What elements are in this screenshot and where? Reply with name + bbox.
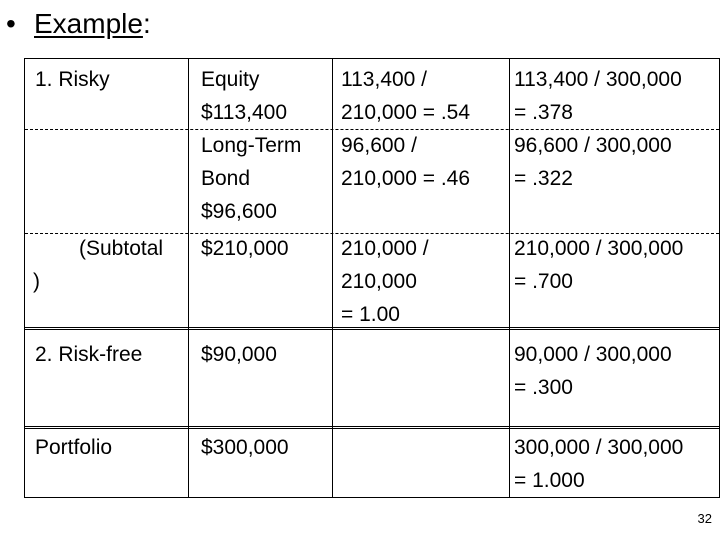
cell-line: Equity <box>201 68 260 91</box>
row-label-risky: 1. Risky <box>35 68 110 91</box>
cell-line: Long-Term <box>201 134 302 157</box>
row-rule-4 <box>25 426 719 429</box>
subtotal-portfolio-cell <box>514 232 683 298</box>
cell-line: 210,000 / 300,000 <box>514 237 684 260</box>
cell-line: 113,400 / <box>341 68 428 91</box>
cell-line: = .322 <box>514 167 573 190</box>
cell-line: $113,400 <box>201 101 288 124</box>
cell-line: Bond <box>201 167 251 190</box>
column-rule-1 <box>188 59 189 497</box>
portfolio-asset-cell: $300,000 <box>201 436 289 459</box>
cell-line: 210,000 <box>341 270 417 293</box>
cell-line: = .300 <box>514 376 573 399</box>
cell-line: 96,600 / 300,000 <box>514 134 672 157</box>
risk-free-asset-cell: $90,000 <box>201 343 277 366</box>
risk-free-portfolio-cell <box>514 338 672 404</box>
cell-line: = 1.00 <box>341 303 400 326</box>
heading-colon: : <box>142 8 151 39</box>
row-label-portfolio: Portfolio <box>35 436 113 459</box>
cell-line: 90,000 / 300,000 <box>514 343 672 366</box>
allocation-table <box>24 58 720 498</box>
row-label-subtotal-open: (Subtotal <box>79 237 164 260</box>
page-number: 32 <box>697 511 712 526</box>
row-label-subtotal-close: ) <box>33 270 40 293</box>
slide-heading <box>6 4 151 44</box>
cell-line: 210,000 / <box>341 237 429 260</box>
portfolio-total-cell <box>514 431 683 497</box>
cell-line: = .700 <box>514 270 573 293</box>
cell-line: 113,400 / 300,000 <box>514 68 682 91</box>
risky-asset-cell <box>201 63 301 228</box>
cell-line: $96,600 <box>201 200 277 223</box>
row-label-risk-free: 2. Risk-free <box>35 343 143 366</box>
subtotal-asset-cell: $210,000 <box>201 237 289 260</box>
cell-line: 96,600 / <box>341 134 417 157</box>
risky-portfolio-cell <box>514 63 682 195</box>
risky-weight-cell <box>341 63 470 195</box>
cell-line: 300,000 / 300,000 <box>514 436 684 459</box>
cell-line: = .378 <box>514 101 573 124</box>
bullet: • <box>6 8 16 39</box>
cell-line: = 1.000 <box>514 469 585 492</box>
column-rule-2 <box>332 59 333 497</box>
cell-line: 210,000 = .46 <box>341 167 471 190</box>
cell-line: 210,000 = .54 <box>341 101 471 124</box>
heading-word: Example <box>34 8 143 39</box>
subtotal-weight-cell <box>341 232 429 331</box>
column-rule-3 <box>509 59 510 497</box>
